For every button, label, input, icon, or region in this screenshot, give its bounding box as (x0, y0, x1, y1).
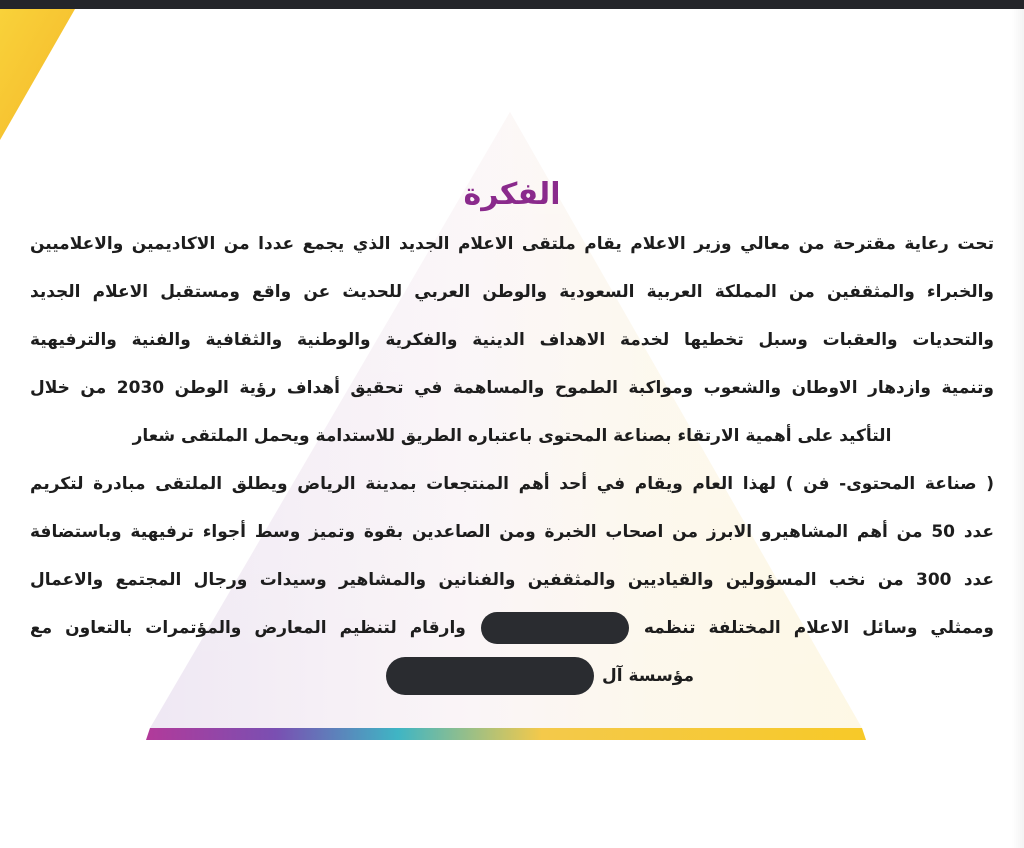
paragraph-line: التأكيد على أهمية الارتقاء بصناعة المحتوى باعتباره الطريق للاستدامة ويحمل الملتقى شعار (132, 426, 892, 446)
paragraph-line: عدد 300 من نخب المسؤولين والقياديين والمثقفين والفنانين والمشاهير وسيدات ورجال المجتمع والاعمال (30, 570, 994, 590)
paragraph-line-with-redaction (30, 652, 994, 700)
paragraph-text: وممثلي وسائل الاعلام المختلفة تنظمه (643, 618, 994, 638)
paragraph-text: وارقام لتنظيم المعارض والمؤتمرات بالتعاون مع (30, 618, 466, 638)
paragraph-line: والخبراء والمثقفين من المملكة العربية السعودية والوطن العربي للحديث عن واقع ومستقبل الاعلام الجديد (30, 282, 994, 302)
paragraph-line: تحت رعاية مقترحة من معالي وزير الاعلام يقام ملتقى الاعلام الجديد الذي يجمع عددا من الاكاديمين والاعلاميين (30, 234, 994, 254)
redacted-organizer-name (481, 612, 629, 644)
paragraph-line: وتنمية وازدهار الاوطان والشعوب ومواكبة الطموح والمساهمة في تحقيق أهداف رؤية الوطن 2030 من خلال (30, 378, 994, 398)
paragraph-line: عدد 50 من أهم المشاهيرو الابرز من اصحاب الخبرة ومن الصاعدين بقوة وتميز وسط أجواء ترفيهية وباستضافة (30, 522, 994, 542)
paragraph-line: والتحديات والعقبات وسبل تخطيها لخدمة الاهداف الدينية والفكرية والوطنية والثقافية والفنية والترفيهية (30, 330, 994, 350)
redacted-foundation-name (386, 657, 594, 695)
section-title: الفكرة (463, 177, 561, 212)
paragraph-line: ( صناعة المحتوى- فن ) لهذا العام ويقام في أحد أهم المنتجعات بمدينة الرياض ويطلق الملتقى مبادرة لتكريم (30, 474, 994, 494)
paragraph-text: مؤسسة آل (601, 666, 694, 686)
paragraph-line-with-redaction (30, 604, 994, 652)
idea-section (30, 170, 994, 700)
